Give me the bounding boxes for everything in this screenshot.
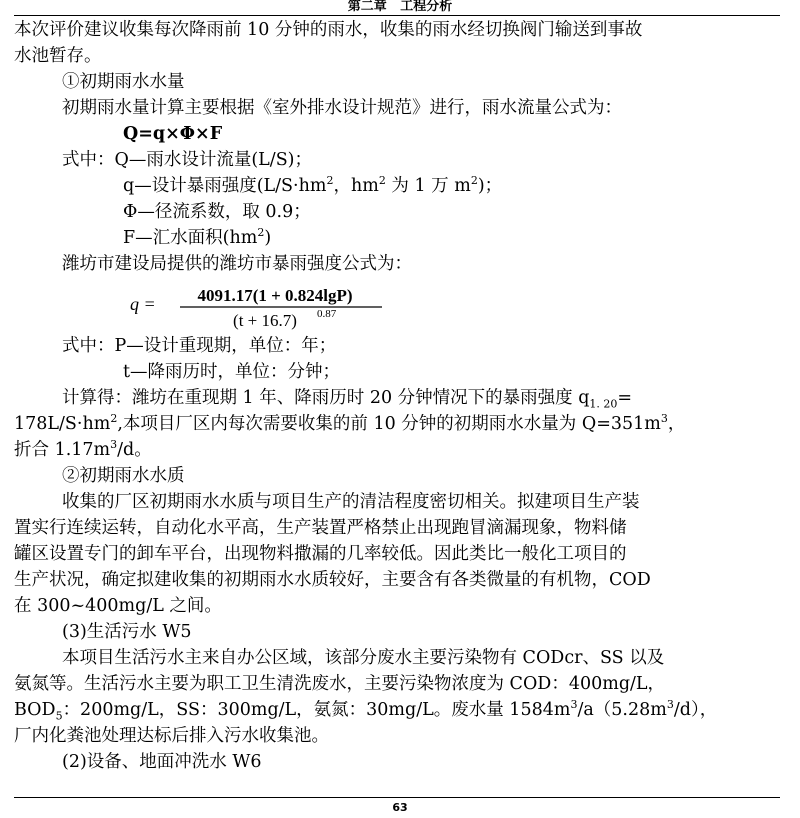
formula-exponent: 0.87 xyxy=(317,308,337,320)
paragraph-line: 在 300~400mg/L 之间。 xyxy=(14,596,222,616)
paragraph-line: 本项目生活污水主来自办公区域，该部分废水主要污染物有 CODcr、SS 以及 xyxy=(62,648,665,668)
paragraph-line: 计算得：潍坊在重现期 1 年、降雨历时 20 分钟情况下的暴雨强度 $q_{1. 20}=$ xyxy=(62,388,633,411)
section-heading: (2)设备、地面冲洗水 W6 xyxy=(62,752,262,772)
paragraph-line: 折合 $1.17m^3/d$。 xyxy=(14,438,152,460)
paragraph-line: $178L/S\cdot hm^2$,本项目厂区内每次需要收集的前 10 分钟的初期雨水水量为 $Q=351m^3$， xyxy=(14,412,686,434)
paragraph-line: 罐区设置专门的卸车平台，出现物料撒漏的几率较低。因此类比一般化工项目的 xyxy=(14,544,627,564)
paragraph-line: 生产状况，确定拟建收集的初期雨水水质较好，主要含有各类微量的有机物，COD xyxy=(14,570,651,590)
paragraph-line: 初期雨水量计算主要根据《室外排水设计规范》进行，雨水流量公式为： xyxy=(62,98,622,118)
paragraph-line: 氨氮等。生活污水主要为职工卫生清洗废水，主要污染物浓度为 COD：400mg/L， xyxy=(14,674,666,694)
paragraph-line: 潍坊市建设局提供的潍坊市暴雨强度公式为： xyxy=(62,254,412,274)
definition-line: F—汇水面积$(hm^2)$ xyxy=(123,226,272,248)
footer-rule xyxy=(14,797,780,798)
paragraph-line: 收集的厂区初期雨水水质与项目生产的清洁程度密切相关。拟建项目生产装 xyxy=(62,492,640,512)
definition-line: 式中：Q—雨水设计流量(L/S)； xyxy=(62,150,313,170)
definition-line: 式中：P—设计重现期，单位：年； xyxy=(62,336,337,356)
paragraph-line: $BOD_5$：200mg/L，SS：300mg/L，氨氮：30mg/L。废水量 $1584m^3/a(5.28m^3/d)$， xyxy=(14,698,718,723)
paragraph-line: 水池暂存。 xyxy=(14,46,102,66)
page-number: 63 xyxy=(392,801,408,814)
formula-lhs: q = xyxy=(130,294,156,314)
formula-line xyxy=(123,121,222,147)
chapter-title: 工程分析 xyxy=(400,0,453,14)
chapter-label: 第二章 xyxy=(347,0,387,14)
paragraph-line: 厂内化粪池处理达标后排入污水收集池。 xyxy=(14,726,329,746)
definition-line: t—降雨历时，单位：分钟； xyxy=(123,362,341,382)
formula-denominator: (t + 16.7) xyxy=(233,311,297,330)
page-header xyxy=(0,0,800,14)
paragraph-line: 本次评价建议收集每次降雨前 10 分钟的雨水，收集的雨水经切换阀门输送到事故 xyxy=(14,20,643,40)
header-rule xyxy=(14,15,780,16)
section-heading: (3)生活污水 W5 xyxy=(62,622,192,642)
paragraph-line: 置实行连续运转，自动化水平高，生产装置严格禁止出现跑冒滴漏现象，物料储 xyxy=(14,518,627,538)
storm-intensity-formula xyxy=(120,282,420,332)
section-heading: ①初期雨水水量 xyxy=(62,72,185,92)
formula-numerator: 4091.17(1 + 0.824lgP) xyxy=(197,286,353,305)
definition-line: q—设计暴雨强度($L/S\cdot hm^2$，$hm^2$ 为 1 万 $m^2$)； xyxy=(123,174,503,196)
section-heading: ②初期雨水水质 xyxy=(62,466,185,486)
definition-line: Φ—径流系数，取 0.9； xyxy=(123,202,311,222)
flow-formula: Q=q×Φ×F xyxy=(123,124,223,144)
